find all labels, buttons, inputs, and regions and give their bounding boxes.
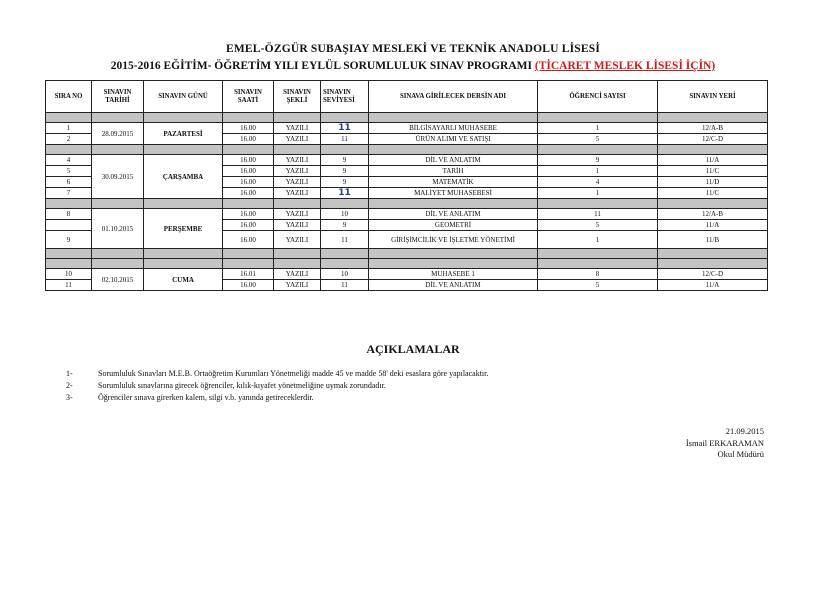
- course-name: DİL VE ANLATIM: [369, 155, 538, 166]
- exam-day: ÇARŞAMBA: [144, 155, 223, 199]
- course-name: MATEMATİK: [369, 177, 538, 188]
- row-number: 7: [46, 188, 92, 199]
- table-row: [46, 269, 768, 280]
- signature-title: Okul Müdürü: [717, 449, 764, 459]
- row-number: 2: [46, 134, 92, 145]
- separator-cell: [144, 199, 223, 209]
- row-number: 6: [46, 177, 92, 188]
- header-place: SINAVIN YERİ: [658, 81, 768, 113]
- table-row: [46, 123, 768, 134]
- separator-cell: [658, 113, 768, 123]
- row-number: 11: [46, 280, 92, 291]
- exam-time: 16.00: [223, 123, 274, 134]
- explanation-number: 3-: [66, 393, 73, 402]
- exam-time: 16.00: [223, 231, 274, 249]
- exam-level: 9: [321, 177, 369, 188]
- exam-time: 16.00: [223, 188, 274, 199]
- exam-level: 10: [321, 209, 369, 220]
- course-name: GEOMETRİ: [369, 220, 538, 231]
- exam-type: YAZILI: [274, 209, 321, 220]
- student-count: 1: [538, 166, 658, 177]
- separator-cell: [274, 249, 321, 259]
- explanation-number: 1-: [66, 369, 73, 378]
- school-title: EMEL-ÖZGÜR SUBAŞIAY MESLEKİ VE TEKNİK ANADOLU LİSESİ: [225, 43, 601, 55]
- exam-day: CUMA: [144, 269, 223, 291]
- exam-type: YAZILI: [274, 177, 321, 188]
- table-row: [46, 155, 768, 166]
- program-title: [0, 60, 826, 72]
- exam-place: 12/C-D: [658, 134, 768, 145]
- exam-place: 12/A-B: [658, 209, 768, 220]
- separator-cell: [223, 145, 274, 155]
- separator-cell: [369, 259, 538, 269]
- exam-time: 16.01: [223, 269, 274, 280]
- separator-cell: [92, 259, 144, 269]
- row-number: 1: [46, 123, 92, 134]
- exam-time: 16.00: [223, 134, 274, 145]
- separator-cell: [538, 199, 658, 209]
- exam-level: 9: [321, 220, 369, 231]
- separator-cell: [321, 249, 369, 259]
- separator-cell: [144, 259, 223, 269]
- separator-cell: [92, 145, 144, 155]
- course-name: DİL VE ANLATIM: [369, 280, 538, 291]
- header-sira-no: SIRA NO: [46, 81, 92, 113]
- separator-cell: [46, 113, 92, 123]
- separator-cell: [92, 113, 144, 123]
- group-separator-row: [46, 199, 768, 209]
- exam-time: 16.00: [223, 220, 274, 231]
- student-count: 5: [538, 280, 658, 291]
- exam-level: 10: [321, 269, 369, 280]
- separator-cell: [274, 113, 321, 123]
- exam-day: PERŞEMBE: [144, 209, 223, 249]
- separator-cell: [658, 249, 768, 259]
- exam-time: 16.00: [223, 209, 274, 220]
- separator-cell: [538, 145, 658, 155]
- separator-cell: [144, 145, 223, 155]
- exam-time: 16.00: [223, 177, 274, 188]
- exam-date: 02.10.2015: [92, 269, 144, 291]
- separator-cell: [321, 113, 369, 123]
- exam-place: 12/C-D: [658, 269, 768, 280]
- exam-place: 11/A: [658, 280, 768, 291]
- separator-cell: [223, 259, 274, 269]
- program-title-highlight: (TİCARET MESLEK LİSESİ İÇİN): [534, 60, 716, 72]
- separator-cell: [46, 145, 92, 155]
- separator-cell: [321, 145, 369, 155]
- row-number: 9: [46, 231, 92, 249]
- exam-schedule-table: [45, 80, 768, 291]
- exam-type: YAZILI: [274, 155, 321, 166]
- student-count: 8: [538, 269, 658, 280]
- explanation-text: Öğrenciler sınava girerken kalem, silgi v.b. yanında getireceklerdir.: [98, 393, 314, 402]
- exam-type: YAZILI: [274, 220, 321, 231]
- course-name: MUHASEBE 1: [369, 269, 538, 280]
- table-body: [46, 113, 768, 291]
- exam-type: YAZILI: [274, 134, 321, 145]
- course-name: TARİH: [369, 166, 538, 177]
- group-separator-row: [46, 249, 768, 259]
- signature-date: 21.09.2015: [725, 426, 764, 436]
- exam-level: 11: [321, 134, 369, 145]
- explanations-title: AÇIKLAMALAR: [366, 342, 460, 356]
- explanation-text: Sorumluluk Sınavları M.E.B. Ortaöğretim Kurumları Yönetmeliği madde 45 ve madde 58' deki esaslara göre yapılacaktır.: [98, 369, 489, 378]
- separator-cell: [658, 145, 768, 155]
- separator-cell: [538, 249, 658, 259]
- separator-cell: [538, 113, 658, 123]
- exam-type: YAZILI: [274, 166, 321, 177]
- row-number: 8: [46, 209, 92, 220]
- group-separator-row: [46, 145, 768, 155]
- header-time: SINAVIN SAATİ: [223, 81, 274, 113]
- exam-level: 11: [321, 188, 369, 199]
- exam-type: YAZILI: [274, 280, 321, 291]
- explanation-text: Sorumluluk sınavlarına girecek öğrenciler, kılık-kıyafet yönetmeliğine uymak zorundadır.: [98, 381, 386, 390]
- group-separator-row: [46, 259, 768, 269]
- header-day: SINAVIN GÜNÜ: [144, 81, 223, 113]
- exam-place: 11/D: [658, 177, 768, 188]
- exam-place: 11/C: [658, 166, 768, 177]
- separator-cell: [658, 199, 768, 209]
- header-date: SINAVIN TARİHİ: [92, 81, 144, 113]
- exam-day: PAZARTESİ: [144, 123, 223, 145]
- exam-time: 16.00: [223, 155, 274, 166]
- exam-type: YAZILI: [274, 123, 321, 134]
- exam-level: 11: [321, 123, 369, 134]
- row-number: 4: [46, 155, 92, 166]
- separator-cell: [274, 145, 321, 155]
- separator-cell: [369, 145, 538, 155]
- row-number: [46, 220, 92, 231]
- exam-level: 9: [321, 155, 369, 166]
- explanation-item: [66, 369, 488, 378]
- exam-place: 11/B: [658, 231, 768, 249]
- student-count: 11: [538, 209, 658, 220]
- separator-cell: [144, 249, 223, 259]
- separator-cell: [223, 199, 274, 209]
- separator-cell: [369, 249, 538, 259]
- group-separator-row: [46, 113, 768, 123]
- student-count: 5: [538, 134, 658, 145]
- student-count: 1: [538, 231, 658, 249]
- student-count: 9: [538, 155, 658, 166]
- separator-cell: [223, 249, 274, 259]
- course-name: MALİYET MUHASEBESİ: [369, 188, 538, 199]
- course-name: DİL VE ANLATIM: [369, 209, 538, 220]
- separator-cell: [92, 249, 144, 259]
- header-students: ÖĞRENCİ SAYISI: [538, 81, 658, 113]
- exam-place: 11/A: [658, 220, 768, 231]
- table-row: [46, 209, 768, 220]
- exam-place: 12/A-B: [658, 123, 768, 134]
- separator-cell: [321, 259, 369, 269]
- course-name: BİLGİSAYARLI MUHASEBE: [369, 123, 538, 134]
- separator-cell: [321, 199, 369, 209]
- separator-cell: [274, 259, 321, 269]
- course-name: ÜRÜN ALIMI VE SATIŞI: [369, 134, 538, 145]
- student-count: 4: [538, 177, 658, 188]
- exam-time: 16.00: [223, 280, 274, 291]
- signature-name: İsmail ERKARAMAN: [685, 437, 764, 448]
- exam-type: YAZILI: [274, 231, 321, 249]
- row-number: 5: [46, 166, 92, 177]
- separator-cell: [274, 199, 321, 209]
- signature-block: [686, 426, 764, 461]
- exam-date: 28.09.2015: [92, 123, 144, 145]
- student-count: 1: [538, 123, 658, 134]
- separator-cell: [369, 199, 538, 209]
- separator-cell: [144, 113, 223, 123]
- separator-cell: [369, 113, 538, 123]
- student-count: 1: [538, 188, 658, 199]
- explanation-item: [66, 381, 386, 390]
- separator-cell: [92, 199, 144, 209]
- exam-type: YAZILI: [274, 188, 321, 199]
- exam-level: 11: [321, 280, 369, 291]
- header-type: SINAVIN ŞEKLİ: [274, 81, 321, 113]
- program-title-main: 2015-2016 EĞİTİM- ÖĞRETİM YILI EYLÜL SORUMLULUK SINAV PROGRAMI: [110, 60, 532, 72]
- exam-level: 11: [321, 231, 369, 249]
- student-count: 5: [538, 220, 658, 231]
- row-number: 10: [46, 269, 92, 280]
- separator-cell: [223, 113, 274, 123]
- exam-date: 01.10.2015: [92, 209, 144, 249]
- exam-date: 30.09.2015: [92, 155, 144, 199]
- separator-cell: [46, 199, 92, 209]
- explanation-number: 2-: [66, 381, 73, 390]
- separator-cell: [658, 259, 768, 269]
- exam-level: 9: [321, 166, 369, 177]
- separator-cell: [46, 249, 92, 259]
- course-name: GİRİŞİMCİLİK VE İŞLETME YÖNETİMİ: [369, 231, 538, 249]
- exam-time: 16.00: [223, 166, 274, 177]
- exam-place: 11/C: [658, 188, 768, 199]
- table-header-row: [46, 81, 768, 113]
- header-course: SINAVA GİRİLECEK DERSİN ADI: [369, 81, 538, 113]
- header-level: SINAVIN SEVİYESİ: [321, 81, 369, 113]
- separator-cell: [46, 259, 92, 269]
- separator-cell: [538, 259, 658, 269]
- explanation-item: [66, 393, 314, 402]
- exam-place: 11/A: [658, 155, 768, 166]
- exam-type: YAZILI: [274, 269, 321, 280]
